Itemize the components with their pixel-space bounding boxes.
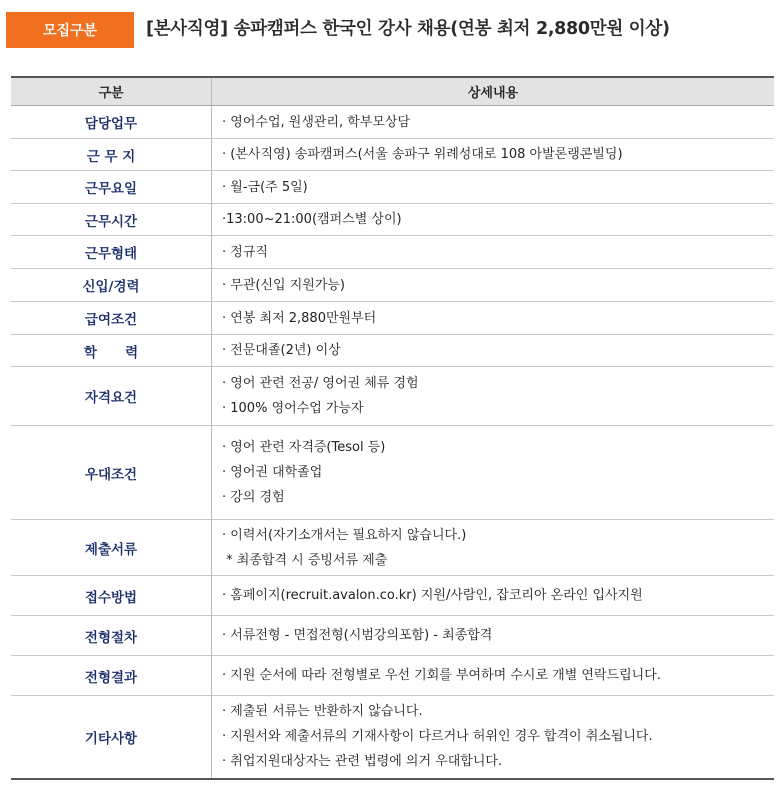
detail-line: · 영어 관련 자격증(Tesol 등): [222, 440, 386, 455]
detail-line: · (본사직영) 송파캠퍼스(서울 송파구 위례성대로 108 아발론랭콘빌딩): [222, 147, 623, 162]
detail-line: · 영어권 대학졸업: [222, 465, 323, 480]
row-label: 제출서류: [11, 520, 212, 576]
row-content: [212, 656, 775, 696]
row-content: [212, 426, 775, 520]
row-label: 근 무 지: [11, 139, 212, 171]
detail-line: · 이력서(자기소개서는 필요하지 않습니다.): [222, 527, 467, 543]
row-content: [212, 106, 775, 139]
detail-line: · 서류전형 - 면접전형(시범강의포함) - 최종합격: [222, 628, 493, 643]
row-label: 접수방법: [11, 576, 212, 616]
row-content: [212, 171, 775, 204]
detail-line: · 전문대졸(2년) 이상: [222, 343, 341, 358]
table-row: [11, 520, 774, 576]
row-label: 전형결과: [11, 656, 212, 696]
table-row: [11, 302, 774, 335]
row-content: [212, 335, 775, 367]
detail-line: · 100% 영어수업 가능자: [222, 401, 364, 416]
row-content: [212, 576, 775, 616]
row-content: [212, 302, 775, 335]
row-content: [212, 696, 775, 779]
table-row: [11, 204, 774, 236]
detail-line: · 지원 순서에 따라 전형별로 우선 기회를 부여하며 수시로 개별 연락드립니다.: [222, 668, 661, 683]
row-label: 근무요일: [11, 171, 212, 204]
recruit-category-badge: 모집구분: [6, 12, 134, 48]
row-label: 급여조건: [11, 302, 212, 335]
detail-line: · 정규직: [222, 244, 268, 260]
table-row: [11, 171, 774, 204]
row-content: [212, 204, 775, 236]
detail-line: ·13:00~21:00(캠퍼스별 상이): [222, 212, 402, 227]
detail-line: · 월-금(주 5일): [222, 179, 308, 195]
row-content: [212, 236, 775, 269]
detail-line: · 지원서와 제출서류의 기재사항이 다르거나 허위인 경우 합격이 취소됩니다.: [222, 729, 653, 745]
detail-line: · 영어수업, 원생관리, 학부모상담: [222, 114, 411, 130]
table-row: [11, 106, 774, 139]
detail-line: · 취업지원대상자는 관련 법령에 의거 우대합니다.: [222, 754, 503, 770]
row-content: [212, 269, 775, 302]
table-row: [11, 616, 774, 656]
table-row: [11, 139, 774, 171]
header-details: 상세내용: [212, 77, 775, 106]
table-row: [11, 696, 774, 779]
table-row: [11, 576, 774, 616]
row-content: [212, 139, 775, 171]
row-label: 담당업무: [11, 106, 212, 139]
detail-line: · 무관(신입 지원가능): [222, 277, 346, 293]
header: [0, 0, 784, 60]
row-label: 학 력: [11, 335, 212, 367]
detail-line: · 영어 관련 전공/ 영어권 체류 경험: [222, 376, 419, 391]
row-label: 우대조건: [11, 426, 212, 520]
detail-line: · 강의 경험: [222, 490, 285, 505]
detail-line: · 제출된 서류는 반환하지 않습니다.: [222, 704, 423, 720]
row-label: 자격요건: [11, 367, 212, 426]
row-content: [212, 520, 775, 576]
row-label: 신입/경력: [11, 269, 212, 302]
header-category: 구분: [11, 77, 212, 106]
row-label: 근무형태: [11, 236, 212, 269]
table-row: [11, 656, 774, 696]
job-detail-table: [11, 76, 774, 780]
row-label: 근무시간: [11, 204, 212, 236]
table-row: [11, 269, 774, 302]
detail-line: · 홈페이지(recruit.avalon.co.kr) 지원/사람인, 잡코리아 온라인 입사지원: [222, 588, 643, 603]
table-row: [11, 426, 774, 520]
table-row: [11, 236, 774, 269]
table-row: [11, 335, 774, 367]
table-row: [11, 367, 774, 426]
table-header-row: [11, 77, 774, 106]
detail-line: * 최종합격 시 증빙서류 제출: [222, 552, 388, 568]
row-label: 전형절차: [11, 616, 212, 656]
detail-line: · 연봉 최저 2,880만원부터: [222, 310, 377, 326]
row-content: [212, 367, 775, 426]
row-label: 기타사항: [11, 696, 212, 779]
row-content: [212, 616, 775, 656]
page-title: [본사직영] 송파캠퍼스 한국인 강사 채용(연봉 최저 2,880만원 이상): [146, 19, 670, 39]
